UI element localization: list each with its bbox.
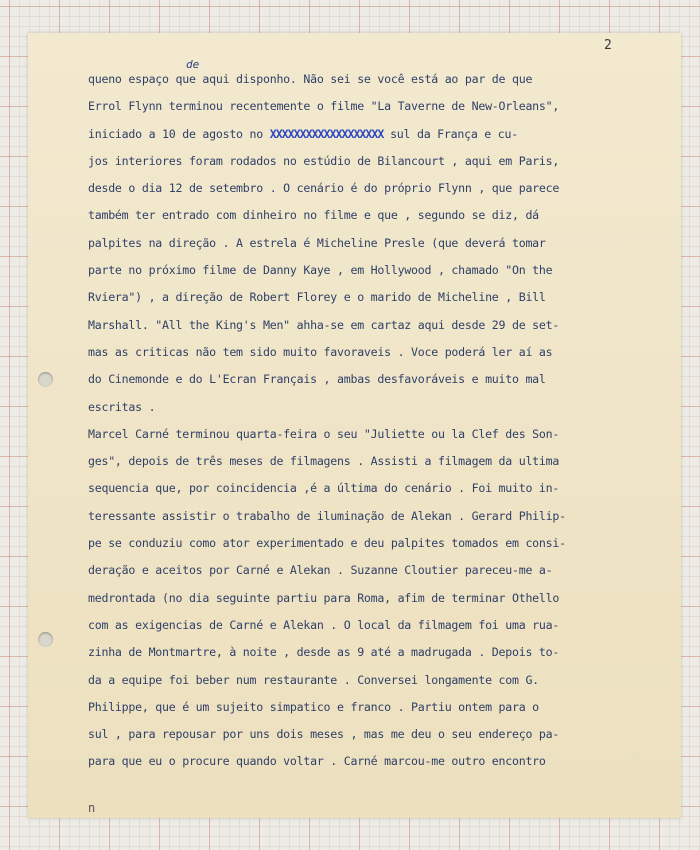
- text-line: escritas .: [88, 399, 156, 414]
- text-line: mas as criticas não tem sido muito favoraveis . Voce poderá ler aí as: [88, 344, 553, 359]
- text-line: medrontada (no dia seguinte partiu para Roma, afim de terminar Othello: [88, 590, 560, 605]
- text-line: também ter entrado com dinheiro no filme e que , segundo se diz, dá: [88, 208, 539, 223]
- text-line: com as exigencias de Carné e Alekan . O local da filmagem foi uma rua-: [88, 617, 560, 632]
- text-line: queno espaço que aqui disponho. Não sei se você está ao par de que: [88, 72, 533, 86]
- text-line: sequencia que, por coincidencia ,é a última do cenário . Foi muito in-: [88, 481, 560, 496]
- text-line: Philippe, que é um sujeito simpatico e franco . Partiu ontem para o: [88, 699, 539, 714]
- text-line: para que eu o procure quando voltar . Carné marcou-me outro encontro: [88, 754, 546, 769]
- text-line: palpites na direção . A estrela é Micheline Presle (que deverá tomar: [88, 235, 546, 250]
- text-line: desde o dia 12 de setembro . O cenário é do próprio Flynn , que parece: [88, 181, 560, 196]
- text-line: Errol Flynn terminou recentemente o filme "La Taverne de New-Orleans",: [88, 99, 560, 114]
- text-line: ges", depois de três meses de filmagens . Assisti a filmagem da ultima: [88, 454, 560, 469]
- text-line: parte no próximo filme de Danny Kaye , em Hollywood , chamado "On the: [88, 263, 553, 278]
- handwritten-insertion: de: [186, 58, 200, 71]
- text-line: pe se conduziu como ator experimentado e deu palpites tomados em consi-: [88, 536, 566, 551]
- text-line: do Cinemonde e do L'Ecran Français , ambas desfavoráveis e muito mal: [88, 372, 546, 387]
- text-line: Marshall. "All the King's Men" ahha-se em cartaz aqui desde 29 de set-: [88, 317, 560, 332]
- punch-hole-bottom: [38, 632, 53, 647]
- letter-body: [88, 66, 678, 776]
- text-line: Rviera") , a direção de Robert Florey e o marido de Micheline , Bill: [88, 290, 546, 305]
- text-line: deração e aceitos por Carné e Alekan . Suzanne Cloutier pareceu-me a-: [88, 563, 553, 578]
- text-line: zinha de Montmartre, à noite , desde as 9 até a madrugada . Depois to-: [88, 645, 560, 660]
- text-segment: sul da França e cu-: [383, 126, 518, 141]
- text-line: sul , para repousar por uns dois meses , mas me deu o seu endereço pa-: [88, 727, 560, 742]
- text-line: Marcel Carné terminou quarta-feira o seu "Juliette ou la Clef des Son-: [88, 426, 560, 441]
- punch-hole-top: [38, 372, 53, 387]
- text-line: teressante assistir o trabalho de iluminação de Alekan . Gerard Philip-: [88, 508, 566, 523]
- page-number: 2: [604, 38, 612, 53]
- text-line: jos interiores foram rodados no estúdio de Bilancourt , aqui em Paris,: [88, 153, 560, 168]
- text-segment: iniciado a 10 de agosto no: [88, 126, 270, 141]
- struck-out-text: XXXXXXXXXXXXXXXXXXX: [269, 126, 384, 141]
- text-line: [88, 121, 678, 148]
- corner-mark: n: [88, 801, 96, 815]
- text-line: da a equipe foi beber num restaurante . Conversei longamente com G.: [88, 672, 539, 687]
